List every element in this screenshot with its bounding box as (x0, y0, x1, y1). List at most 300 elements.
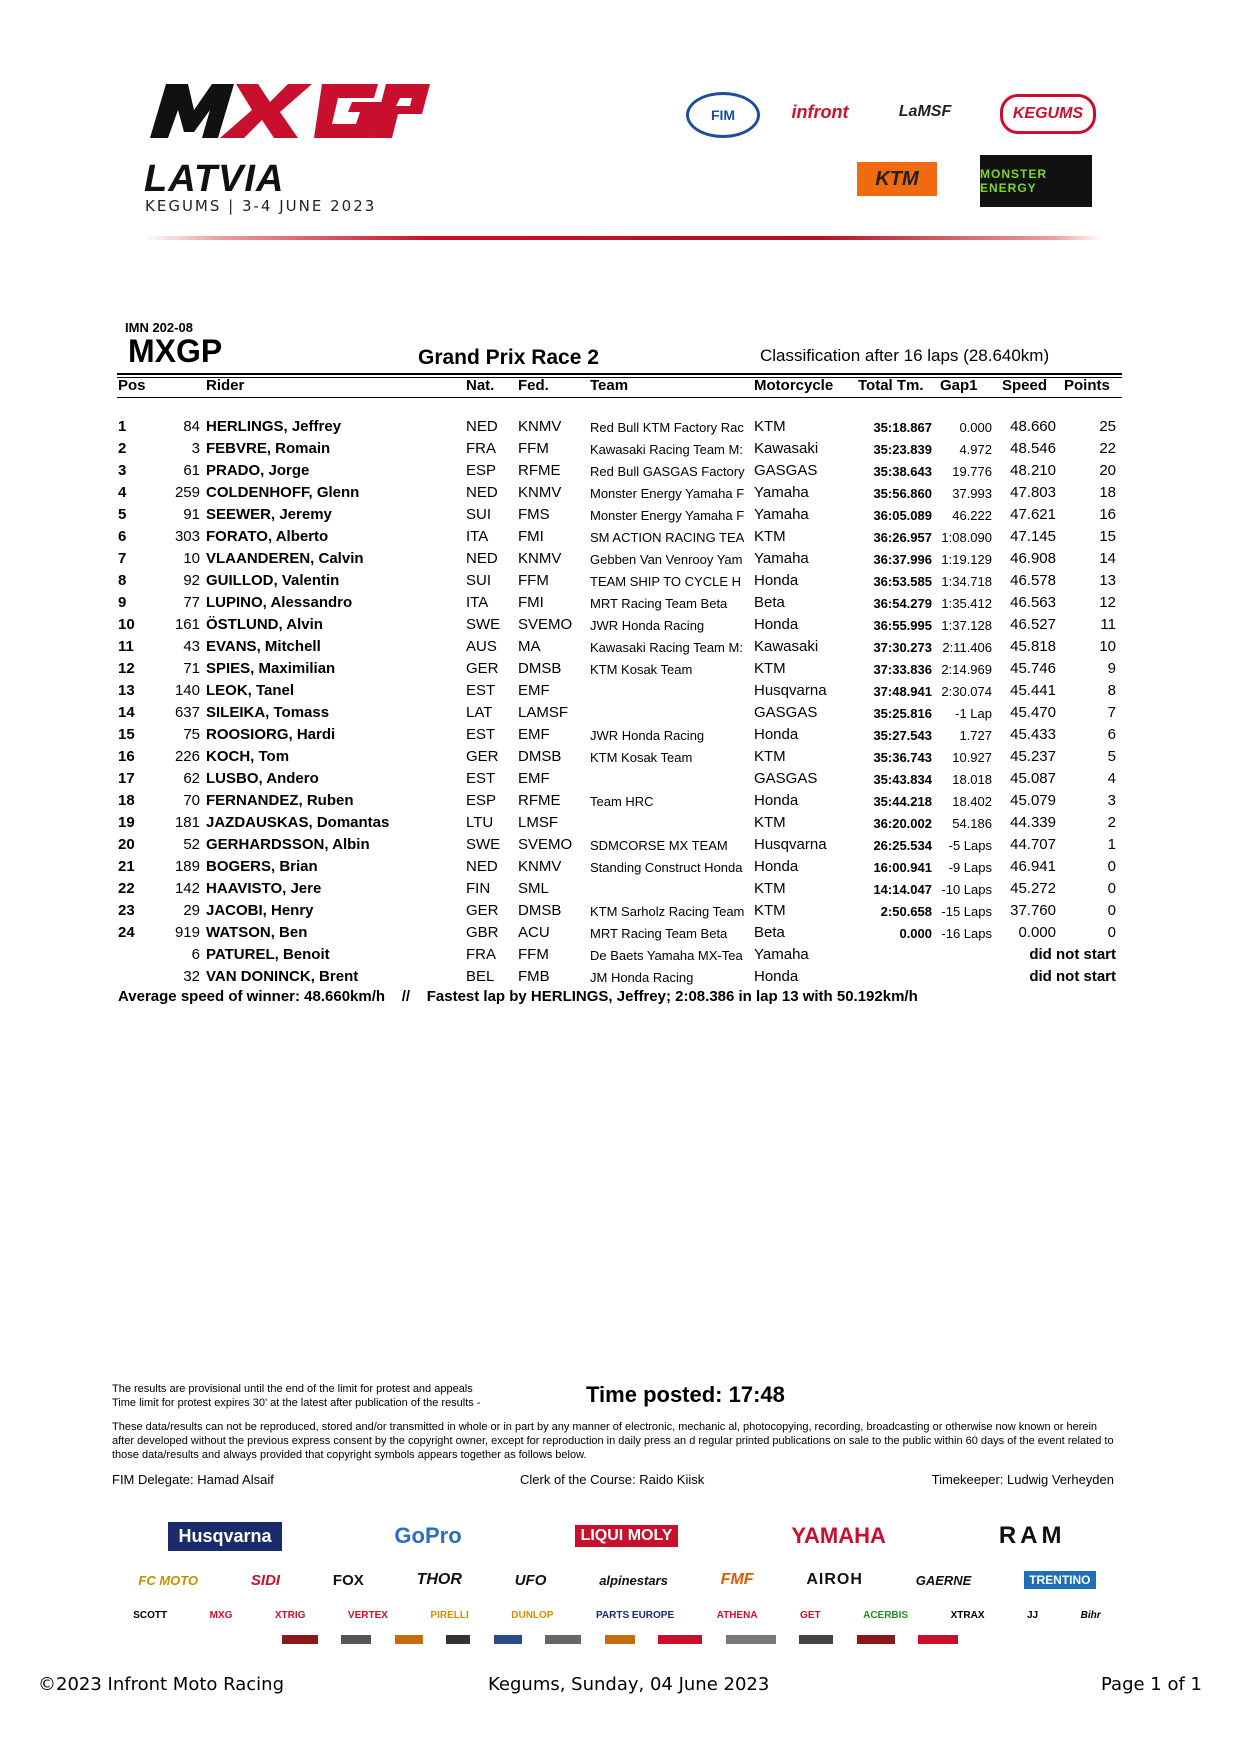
sponsor-logo: ATHENA (716, 1609, 758, 1621)
fim-delegate: FIM Delegate: Hamad Alsaif (112, 1472, 274, 1487)
sponsor-logo-mark (494, 1635, 522, 1644)
speed: 37.760 (1010, 902, 1056, 919)
points: 2 (1107, 814, 1116, 831)
race-number: 189 (174, 858, 200, 875)
rider-name: EVANS, Mitchell (206, 638, 321, 655)
clerk-of-course: Clerk of the Course: Raido Kiisk (520, 1472, 705, 1487)
table-row (0, 616, 1240, 638)
team: Kawasaki Racing Team M: (590, 442, 743, 457)
col-header-points: Points (1064, 377, 1110, 394)
table-row (0, 572, 1240, 594)
total-time: 35:27.543 (873, 728, 932, 743)
table-top-rule (117, 373, 1122, 375)
federation: FFM (518, 440, 549, 457)
team: JM Honda Racing (590, 970, 694, 985)
nationality: SWE (466, 836, 501, 853)
motorcycle: Yamaha (754, 484, 809, 501)
sponsor-logo: XTRAX (950, 1609, 985, 1621)
race-number: 3 (191, 440, 200, 457)
gap: 10.927 (952, 750, 992, 765)
points: 16 (1099, 506, 1116, 523)
speed: 45.272 (1010, 880, 1056, 897)
rider-name: BOGERS, Brian (206, 858, 318, 875)
speed: 45.433 (1010, 726, 1056, 743)
speed: 46.578 (1010, 572, 1056, 589)
rider-name: FEBVRE, Romain (206, 440, 331, 457)
classification-info: Classification after 16 laps (28.640km) (760, 346, 1050, 365)
pos: 11 (118, 638, 134, 655)
race-number: 29 (183, 902, 200, 919)
gap: 2:14.969 (941, 662, 992, 677)
total-time: 35:56.860 (873, 486, 932, 501)
federation: FMI (518, 594, 544, 611)
race-number: 637 (174, 704, 200, 721)
race-number: 92 (183, 572, 200, 589)
motorcycle: Yamaha (754, 506, 809, 523)
motorcycle: Husqvarna (754, 682, 827, 699)
gap: 1:19.129 (941, 552, 992, 567)
table-row (0, 462, 1240, 484)
points: 14 (1099, 550, 1116, 567)
table-row-dns (0, 968, 1240, 990)
motorcycle: Kawasaki (754, 638, 819, 655)
total-time: 37:30.273 (873, 640, 932, 655)
gap: 1:08.090 (941, 530, 992, 545)
sponsor-logo-mark (395, 1635, 423, 1644)
rider-name: PATUREL, Benoit (206, 946, 330, 963)
race-number: 226 (174, 748, 200, 765)
total-time: 35:43.834 (873, 772, 932, 787)
table-row (0, 726, 1240, 748)
speed: 45.087 (1010, 770, 1056, 787)
table-row (0, 748, 1240, 770)
pos: 22 (118, 880, 135, 897)
provisional-text: The results are provisional until the end of the limit for protest and appeals (112, 1383, 473, 1395)
pos: 19 (118, 814, 135, 831)
time-posted: Time posted: 17:48 (586, 1382, 785, 1407)
class-title: MXGP (128, 333, 223, 369)
rider-name: SILEIKA, Tomass (206, 704, 330, 721)
sponsor-logo: SCOTT (133, 1609, 168, 1621)
nationality: ESP (466, 462, 497, 479)
motorcycle: KTM (754, 814, 786, 831)
federation: FMB (518, 968, 550, 985)
rider-name: ÖSTLUND, Alvin (206, 616, 323, 633)
race-number: 52 (183, 836, 200, 853)
points: 6 (1107, 726, 1116, 743)
motorcycle: Beta (754, 594, 785, 611)
total-time: 35:23.839 (873, 442, 932, 457)
speed: 47.803 (1010, 484, 1056, 501)
table-row (0, 550, 1240, 572)
col-header-fed: Fed. (518, 377, 549, 394)
speed: 46.563 (1010, 594, 1056, 611)
rider-name: PRADO, Jorge (206, 462, 310, 479)
federation: DMSB (518, 660, 562, 677)
nationality: FRA (466, 946, 496, 963)
event-venue-date: KEGUMS | 3-4 JUNE 2023 (145, 197, 377, 215)
team: JWR Honda Racing (590, 618, 705, 633)
motorcycle: Honda (754, 858, 799, 875)
points: 0 (1107, 858, 1116, 875)
total-time: 36:53.585 (873, 574, 932, 589)
sponsor-row-third (112, 1606, 1122, 1624)
gap: -15 Laps (941, 904, 992, 919)
table-row (0, 528, 1240, 550)
motorcycle: Kawasaki (754, 440, 819, 457)
speed: 48.546 (1010, 440, 1056, 457)
total-time: 36:20.002 (873, 816, 932, 831)
col-header-rider: Rider (206, 377, 245, 394)
team: TEAM SHIP TO CYCLE H (590, 574, 741, 589)
pos: 4 (118, 484, 127, 501)
table-row (0, 814, 1240, 836)
gap: 37.993 (952, 486, 992, 501)
sponsor-logo: GET (800, 1609, 821, 1621)
table-row (0, 704, 1240, 726)
sponsor-logo-mark (799, 1635, 833, 1644)
motorcycle: Husqvarna (754, 836, 827, 853)
gap: 46.222 (952, 508, 992, 523)
pos: 13 (118, 682, 135, 699)
points: 13 (1099, 572, 1116, 589)
nationality: ITA (466, 594, 489, 611)
points: 3 (1107, 792, 1116, 809)
document-code: IMN 202-08 (125, 320, 193, 335)
kegums-logo: KEGUMS (1000, 94, 1096, 134)
team: Standing Construct Honda (590, 860, 743, 875)
sponsor-logo-mark (918, 1635, 958, 1644)
federation: DMSB (518, 902, 562, 919)
team: Red Bull KTM Factory Rac (590, 420, 744, 435)
race-number: 77 (183, 594, 200, 611)
sponsor-logo: PARTS EUROPE (595, 1609, 675, 1621)
gap: 0.000 (959, 420, 992, 435)
pos: 20 (118, 836, 135, 853)
rider-name: VAN DONINCK, Brent (206, 968, 359, 985)
team: Monster Energy Yamaha F (590, 486, 745, 501)
sponsor-logo-mark (341, 1635, 371, 1644)
total-time: 35:25.816 (873, 706, 932, 721)
points: 5 (1107, 748, 1116, 765)
table-row (0, 660, 1240, 682)
pos: 10 (118, 616, 135, 633)
motorcycle: KTM (754, 748, 786, 765)
fim-logo: FIM (686, 92, 760, 138)
nationality: FIN (466, 880, 491, 897)
speed: 45.079 (1010, 792, 1056, 809)
rider-name: KOCH, Tom (206, 748, 290, 765)
team: Team HRC (590, 794, 654, 809)
team: SDMCORSE MX TEAM (590, 838, 728, 853)
federation: EMF (518, 726, 550, 743)
total-time: 35:36.743 (873, 750, 932, 765)
sponsor-logo: GoPro (394, 1523, 462, 1548)
motorcycle: KTM (754, 880, 786, 897)
sponsor-row-main (112, 1518, 1122, 1554)
team: Red Bull GASGAS Factory (590, 464, 745, 479)
rider-name: FORATO, Alberto (206, 528, 329, 545)
rider-name: HAAVISTO, Jere (206, 880, 322, 897)
points: 0 (1107, 924, 1116, 941)
sponsor-logo-mark (545, 1635, 581, 1644)
table-header-rule (117, 397, 1122, 398)
motorcycle: Yamaha (754, 550, 809, 567)
points: 8 (1107, 682, 1116, 699)
federation: FMS (518, 506, 550, 523)
total-time: 35:18.867 (873, 420, 932, 435)
race-number: 61 (183, 462, 200, 479)
timekeeper: Timekeeper: Ludwig Verheyden (931, 1472, 1114, 1487)
sponsor-logo: FC MOTO (138, 1572, 199, 1588)
nationality: EST (466, 682, 496, 699)
sponsor-logo-mark (857, 1635, 895, 1644)
table-row (0, 902, 1240, 924)
infront-logo: infront (791, 101, 849, 122)
sponsor-logo: AIROH (806, 1571, 863, 1588)
federation: EMF (518, 682, 550, 699)
race-number: 142 (174, 880, 200, 897)
motorcycle: Yamaha (754, 946, 809, 963)
team: De Baets Yamaha MX-Tea (590, 948, 743, 963)
pos: 17 (118, 770, 135, 787)
team: KTM Kosak Team (590, 662, 693, 677)
gap: 1:37.128 (941, 618, 992, 633)
rider-name: HERLINGS, Jeffrey (206, 418, 342, 435)
motorcycle: Beta (754, 924, 785, 941)
race-number: 43 (183, 638, 200, 655)
footer-page-number: Page 1 of 1 (1101, 1674, 1202, 1695)
copyright-notice: These data/results can not be reproduced, stored and/or transmitted in whole or in part by any manner of electronic, mechanic al, photocopying, recording, broadcasting or otherwise now known or herein after developed without the previous express consent by the copyright owner, except for reproduction in daily press an d regular printed publications on sale to the public within 60 days of the event related to those data/results and always provided that copyright symbols appears together as follows below. (112, 1421, 1114, 1461)
federation: LMSF (518, 814, 559, 831)
provisional-note (112, 1382, 481, 1410)
total-time: 16:00.941 (873, 860, 932, 875)
federation: SVEMO (518, 836, 573, 853)
nationality: GBR (466, 924, 499, 941)
total-time: 37:48.941 (873, 684, 932, 699)
rider-name: LEOK, Tanel (206, 682, 295, 699)
sponsor-row-second (112, 1568, 1122, 1592)
table-row (0, 880, 1240, 902)
speed: 44.339 (1010, 814, 1056, 831)
points: 10 (1099, 638, 1116, 655)
nationality: LTU (466, 814, 494, 831)
sponsor-logo: ACERBIS (863, 1609, 909, 1621)
nationality: BEL (466, 968, 495, 985)
nationality: NED (466, 550, 498, 567)
motorcycle: GASGAS (754, 770, 818, 787)
sponsor-logo: MXG (209, 1609, 233, 1621)
gap: 1:34.718 (941, 574, 992, 589)
rider-name: GUILLOD, Valentin (206, 572, 340, 589)
rider-name: LUSBO, Andero (206, 770, 319, 787)
motorcycle: Honda (754, 726, 799, 743)
points: 22 (1099, 440, 1116, 457)
team: Monster Energy Yamaha F (590, 508, 745, 523)
gap: 2:30.074 (941, 684, 992, 699)
motorcycle: Honda (754, 572, 799, 589)
footer-location-date: Kegums, Sunday, 04 June 2023 (488, 1674, 770, 1695)
col-header-team: Team (590, 377, 629, 394)
gap: 4.972 (959, 442, 992, 457)
table-row (0, 770, 1240, 792)
federation: MA (518, 638, 541, 655)
total-time: 2:50.658 (880, 904, 932, 919)
federation: RFME (518, 462, 561, 479)
lamsf-logo: LaMSF (898, 103, 952, 120)
rider-name: FERNANDEZ, Ruben (206, 792, 354, 809)
federation: KNMV (518, 418, 562, 435)
monster-energy-logo: MONSTER ENERGY (980, 155, 1092, 207)
motorcycle: KTM (754, 660, 786, 677)
federation: DMSB (518, 748, 562, 765)
race-summary: Average speed of winner: 48.660km/h // Fastest lap by HERLINGS, Jeffrey; 2:08.386 in lap 13 with 50.192km/h (118, 988, 918, 1005)
points: 20 (1099, 462, 1116, 479)
table-row (0, 638, 1240, 660)
rider-name: GERHARDSSON, Albin (206, 836, 370, 853)
points: 7 (1107, 704, 1116, 721)
points: 18 (1099, 484, 1116, 501)
motorcycle: KTM (754, 528, 786, 545)
race-number: 62 (183, 770, 200, 787)
total-time: 36:26.957 (873, 530, 932, 545)
rider-name: LUPINO, Alessandro (206, 594, 353, 611)
speed: 45.441 (1010, 682, 1056, 699)
nationality: NED (466, 858, 498, 875)
pos: 8 (118, 572, 127, 589)
team: JWR Honda Racing (590, 728, 705, 743)
ktm-logo: KTM (857, 162, 937, 196)
rider-name: VLAANDEREN, Calvin (206, 550, 364, 567)
race-number: 140 (174, 682, 200, 699)
points: 4 (1107, 770, 1116, 787)
col-header-pos: Pos (118, 377, 146, 394)
federation: LAMSF (518, 704, 569, 721)
table-row (0, 924, 1240, 946)
table-row (0, 506, 1240, 528)
sponsor-logo: alpinestars (599, 1572, 668, 1588)
table-row (0, 440, 1240, 462)
nationality: GER (466, 902, 499, 919)
gap: -1 Lap (955, 706, 992, 721)
race-number: 919 (174, 924, 200, 941)
pos: 5 (118, 506, 127, 523)
rider-name: JACOBI, Henry (206, 902, 314, 919)
sponsor-logo: Bihr (1080, 1609, 1101, 1621)
gap: 18.018 (952, 772, 992, 787)
federation: FFM (518, 946, 549, 963)
motorcycle: Honda (754, 616, 799, 633)
gap: -9 Laps (948, 860, 992, 875)
pos: 7 (118, 550, 127, 567)
points: 0 (1107, 902, 1116, 919)
protest-text: Time limit for protest expires 30' at the latest after publication of the results - (112, 1397, 481, 1409)
total-time: 36:55.995 (873, 618, 932, 633)
sponsor-logo: Husqvarna (168, 1522, 281, 1551)
gap: -10 Laps (941, 882, 992, 897)
table-row (0, 836, 1240, 858)
gap: -5 Laps (948, 838, 992, 853)
federation: KNMV (518, 484, 562, 501)
total-time: 14:14.047 (873, 882, 932, 897)
speed: 45.470 (1010, 704, 1056, 721)
col-header-motorcycle: Motorcycle (754, 377, 834, 394)
team: KTM Kosak Team (590, 750, 693, 765)
team: MRT Racing Team Beta (590, 926, 728, 941)
race-number: 71 (183, 660, 200, 677)
race-number: 259 (174, 484, 200, 501)
points: 12 (1099, 594, 1116, 611)
sponsor-logo-mark (658, 1635, 702, 1644)
federation: SML (518, 880, 549, 897)
pos: 23 (118, 902, 135, 919)
federation: KNMV (518, 550, 562, 567)
motorcycle: GASGAS (754, 704, 818, 721)
speed: 48.210 (1010, 462, 1056, 479)
nationality: EST (466, 726, 496, 743)
sponsor-logo-mark (605, 1635, 635, 1644)
sponsor-logo: PIRELLI (430, 1609, 469, 1621)
sponsor-logo: UFO (514, 1571, 547, 1589)
sponsor-logo: RAM (998, 1522, 1066, 1549)
nationality: SUI (466, 506, 492, 523)
gap: 54.186 (952, 816, 992, 831)
motorcycle: Honda (754, 792, 799, 809)
total-time: 0.000 (899, 926, 932, 941)
total-time: 36:37.996 (873, 552, 932, 567)
total-time: 35:44.218 (873, 794, 932, 809)
rider-name: JAZDAUSKAS, Domantas (206, 814, 390, 831)
points: 9 (1107, 660, 1116, 677)
gap: 1:35.412 (941, 596, 992, 611)
race-title: Grand Prix Race 2 (418, 346, 599, 369)
federation: ACU (518, 924, 550, 941)
rider-name: ROOSIORG, Hardi (206, 726, 336, 743)
federation: SVEMO (518, 616, 573, 633)
footer-copyright: ©2023 Infront Moto Racing (38, 1674, 284, 1695)
federation: FFM (518, 572, 549, 589)
pos: 18 (118, 792, 135, 809)
pos: 14 (118, 704, 135, 721)
race-number: 70 (183, 792, 200, 809)
col-header-speed: Speed (1002, 377, 1048, 394)
pos: 21 (118, 858, 135, 875)
race-number: 181 (174, 814, 200, 831)
federation: RFME (518, 792, 561, 809)
pos: 12 (118, 660, 135, 677)
team: MRT Racing Team Beta (590, 596, 728, 611)
table-row (0, 594, 1240, 616)
federation: KNMV (518, 858, 562, 875)
rider-name: SEEWER, Jeremy (206, 506, 332, 523)
nationality: GER (466, 660, 499, 677)
mxgp-logo (142, 76, 432, 146)
pos: 3 (118, 462, 127, 479)
nationality: ITA (466, 528, 489, 545)
gap: -16 Laps (941, 926, 992, 941)
speed: 46.527 (1010, 616, 1056, 633)
team: Kawasaki Racing Team M: (590, 640, 743, 655)
sponsor-logo: FMF (720, 1571, 754, 1588)
sponsor-logo-mark (282, 1635, 318, 1644)
team: Gebben Van Venrooy Yam (590, 552, 743, 567)
rider-name: SPIES, Maximilian (206, 660, 336, 677)
points: 15 (1099, 528, 1116, 545)
sponsor-row-fourth (270, 1632, 970, 1646)
speed: 45.818 (1010, 638, 1056, 655)
sponsor-logo: SIDI (250, 1571, 281, 1589)
nationality: NED (466, 484, 498, 501)
